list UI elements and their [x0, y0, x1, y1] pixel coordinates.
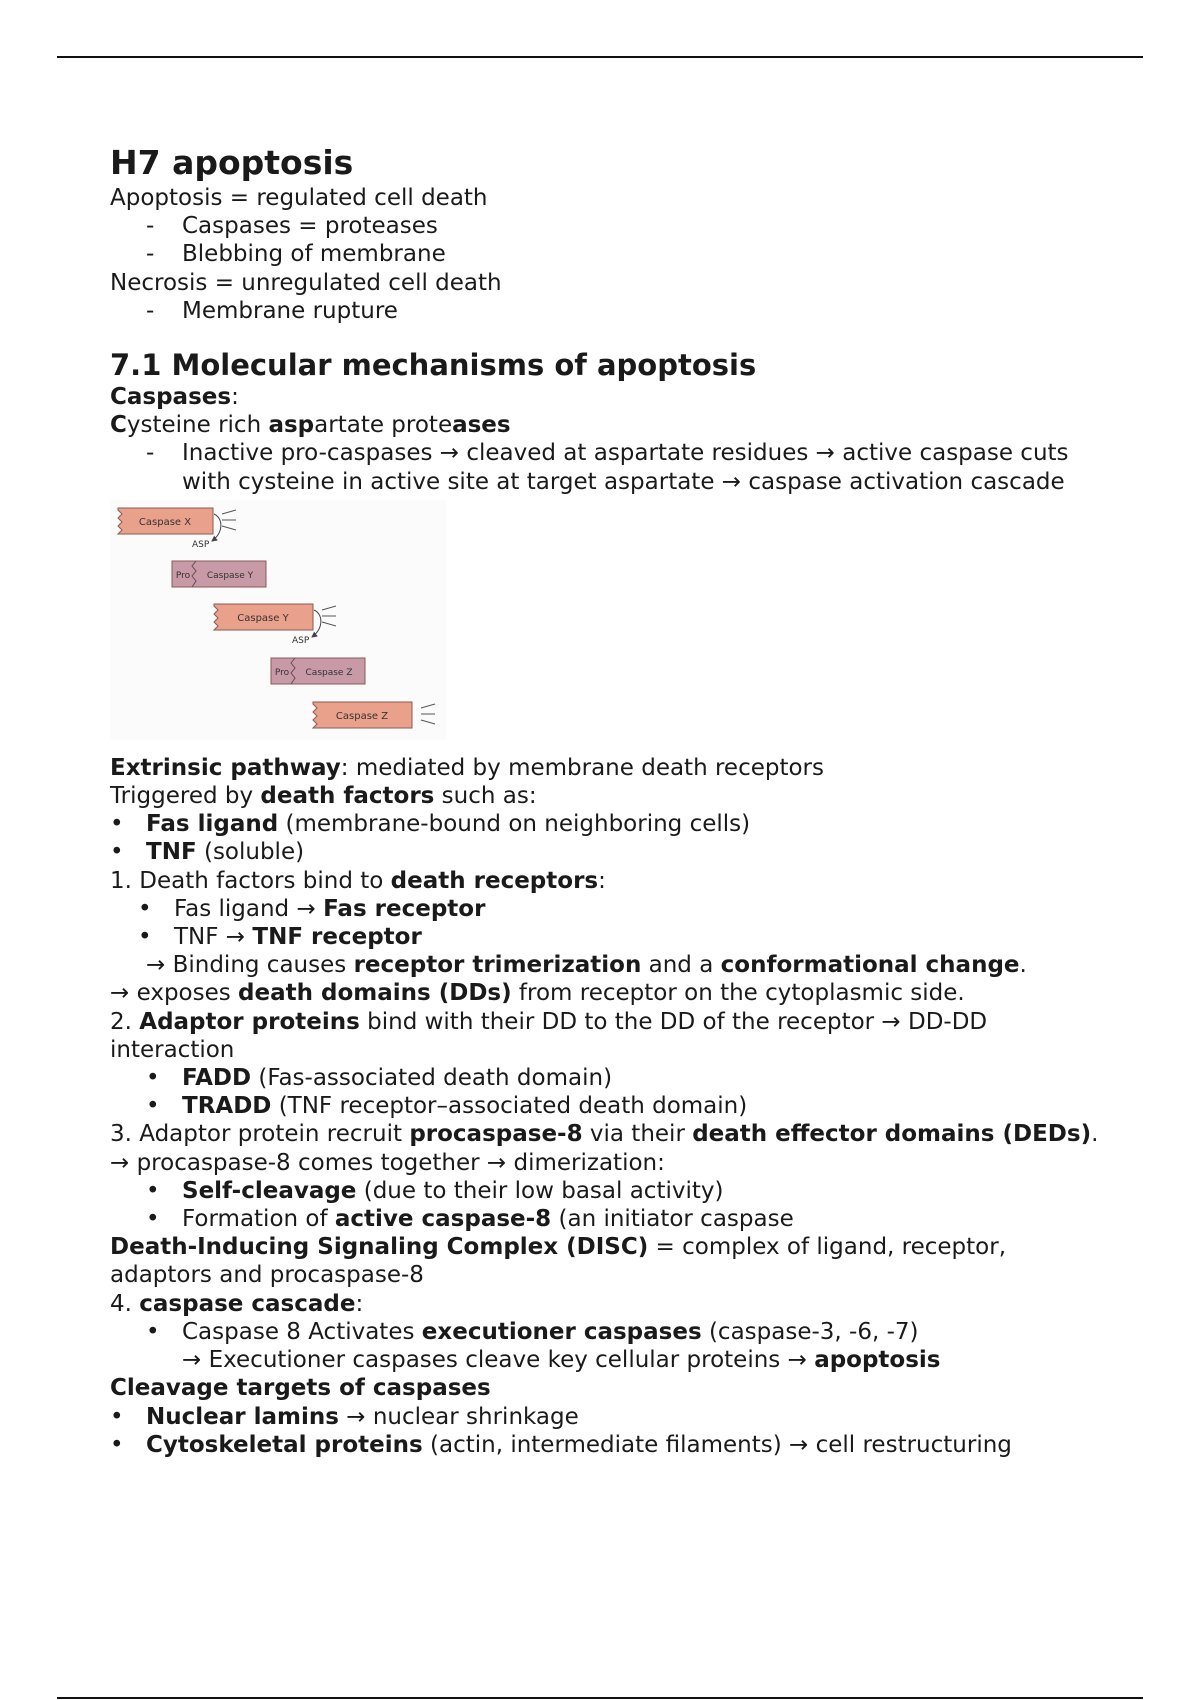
cascade-item: • Caspase 8 Activates executioner caspases (caspase-3, -6, -7) — [110, 1318, 1110, 1346]
bold-term: Adaptor proteins — [139, 1008, 360, 1035]
bold-term: apoptosis — [814, 1347, 941, 1374]
footer-rule — [57, 1697, 1143, 1699]
caspases-label: Caspases: — [110, 384, 239, 411]
step-4: 4. caspase cascade: — [110, 1290, 364, 1317]
header-rule — [57, 56, 1143, 58]
bold-term: death receptors — [390, 867, 599, 894]
caspase-y-label: Caspase Y — [237, 612, 289, 624]
caspase-x-label: Caspase X — [138, 516, 192, 528]
bold-term: Fas ligand — [146, 811, 279, 838]
executioner-line: → Executioner caspases cleave key cellular proteins → apoptosis — [182, 1347, 941, 1374]
bold-term: Cleavage targets of caspases — [110, 1375, 491, 1402]
bold-term: active caspase-8 — [334, 1206, 552, 1233]
bold-term: conformational change — [720, 952, 1020, 979]
step-2: 2. Adaptor proteins bind with their DD to the DD of the receptor → DD-DD interaction — [110, 1008, 988, 1063]
bold-term: death domains (DDs) — [238, 980, 512, 1007]
caspase-y-pro-label: Caspase Y — [206, 570, 254, 581]
bold-term: C — [110, 412, 127, 439]
extrinsic-pathway-heading: Extrinsic pathway: mediated by membrane death receptors — [110, 754, 824, 781]
bold-term: TNF receptor — [252, 924, 422, 951]
bold-term: death factors — [260, 783, 435, 810]
trigger-line: Triggered by death factors such as: — [110, 783, 537, 810]
cleavage-targets-heading — [110, 1374, 1110, 1402]
scissors-icon — [421, 704, 435, 724]
dimerization-item: • Formation of active caspase-8 (an initiator caspase — [110, 1205, 1110, 1233]
scissors-icon — [322, 606, 336, 626]
adaptor-item: • TRADD (TNF receptor–associated death domain) — [110, 1092, 1110, 1120]
binding-line: → Binding causes receptor trimerization and a conformational change. — [146, 952, 1027, 979]
document-body — [110, 142, 1110, 1459]
dimerization-item: • Self-cleavage (due to their low basal activity) — [110, 1177, 1110, 1205]
bold-term: TNF — [146, 839, 197, 866]
caspase-z-label: Caspase Z — [335, 710, 389, 722]
bold-term: Death-Inducing Signaling Complex (DISC) — [110, 1234, 649, 1261]
bold-term: Extrinsic pathway — [110, 754, 341, 781]
bold-term: Fas receptor — [323, 895, 486, 922]
bold-term: death effector domains (DEDs) — [692, 1121, 1092, 1148]
death-factor-item: • Fas ligand (membrane-bound on neighboring cells) — [110, 810, 1110, 838]
necrosis-point: - Membrane rupture — [110, 297, 1110, 325]
dimerization-line: → procaspase-8 comes together → dimerization: — [110, 1149, 665, 1176]
bold-term: TRADD — [182, 1093, 272, 1120]
bold-term: executioner caspases — [421, 1318, 702, 1345]
cleavage-target-item: • Nuclear lamins → nuclear shrinkage — [110, 1403, 1110, 1431]
death-factor-item: • TNF (soluble) — [110, 838, 1110, 866]
step-1: 1. Death factors bind to death receptors: — [110, 867, 606, 894]
apoptosis-definition: Apoptosis = regulated cell death — [110, 185, 488, 211]
bold-term: Nuclear lamins — [146, 1403, 339, 1430]
scissors-icon — [222, 510, 236, 530]
adaptor-item: • FADD (Fas-associated death domain) — [110, 1064, 1110, 1092]
apoptosis-point: - Caspases = proteases — [110, 212, 1110, 240]
step-1-item: • Fas ligand → Fas receptor — [110, 895, 1110, 923]
caspase-z-pro-label: Caspase Z — [305, 667, 353, 678]
bold-term: ases — [452, 412, 511, 439]
asp-label: ASP — [292, 635, 310, 646]
apoptosis-point: - Blebbing of membrane — [110, 240, 1110, 268]
cleavage-target-item: • Cytoskeletal proteins (actin, intermediate filaments) → cell restructuring — [110, 1431, 1110, 1459]
pro-label: Pro — [274, 667, 290, 678]
caspase-activation-point: - Inactive pro-caspases → cleaved at aspartate residues → active caspase cuts with cysteine in active site at target aspartate → caspase activation cascade — [110, 439, 1110, 495]
disc-definition: Death-Inducing Signaling Complex (DISC) = complex of ligand, receptor, adaptors and procaspase-8 — [110, 1234, 1007, 1289]
necrosis-definition: Necrosis = unregulated cell death — [110, 269, 502, 296]
bold-term: procaspase-8 — [409, 1121, 583, 1148]
step-3: 3. Adaptor protein recruit procaspase-8 via their death effector domains (DEDs). — [110, 1121, 1099, 1148]
caspase-cascade-figure — [110, 500, 446, 740]
bold-term: Cytoskeletal proteins — [146, 1431, 423, 1458]
section-title: 7.1 Molecular mechanisms of apoptosis — [110, 348, 757, 383]
pro-label: Pro — [175, 570, 191, 581]
caspases-acronym: Cysteine rich aspartate proteases — [110, 412, 511, 439]
exposes-line: → exposes death domains (DDs) from receptor on the cytoplasmic side. — [110, 980, 965, 1007]
bold-term: asp — [268, 412, 315, 439]
asp-label: ASP — [192, 539, 210, 550]
page-title: H7 apoptosis — [110, 143, 354, 182]
bold-term: Self-cleavage — [182, 1177, 357, 1204]
bold-term: caspase cascade — [139, 1290, 356, 1317]
bold-term: FADD — [182, 1065, 252, 1092]
bold-term: receptor trimerization — [353, 952, 642, 979]
step-1-item: • TNF → TNF receptor — [110, 923, 1110, 951]
